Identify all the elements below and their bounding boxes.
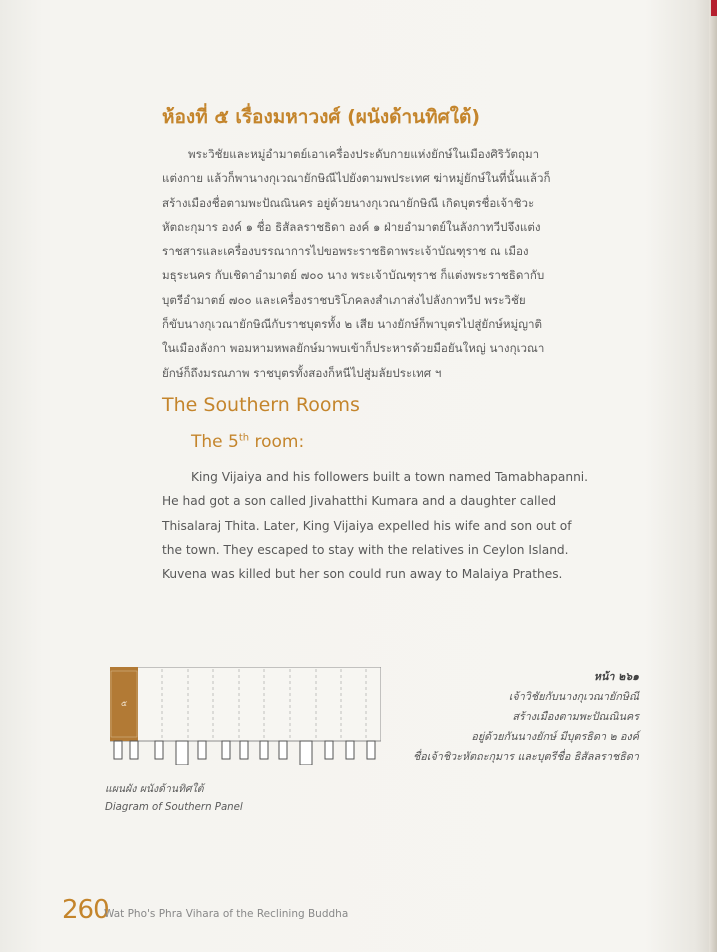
diagram-caption-thai: แผนผัง ผนังด้านทิศใต้ [105,783,204,795]
window [155,741,163,759]
thai-line: มธุระนคร กับเชิดาอำมาตย์ ๗๐๐ นาง พระเจ้าบัณฑุราช ก็แต่งพระราชธิดากับ [162,268,545,283]
diagram-caption-english: Diagram of Southern Panel [105,802,243,813]
window [240,741,248,759]
window [325,741,333,759]
footer-page-number: 260 [62,895,109,925]
subheading-superscript: th [238,432,250,444]
window [260,741,268,759]
english-line: the town. They escaped to stay with the relatives in Ceylon Island. [162,542,569,557]
window [346,741,354,759]
thai-paragraph [162,142,551,385]
thai-line: พระวิชัยและหมู่อำมาตย์เอาเครื่องประดับกายแห่งยักษ์ในเมืองศิริวัตถุมา [188,147,540,161]
panel-frame [110,667,381,741]
english-subheading [191,432,304,452]
highlight-label: ๕ [120,699,128,708]
window [367,741,375,759]
windows-and-doors [114,741,375,765]
thai-section-title: ห้องที่ ๕ เรื่องมหาวงศ์ (ผนังด้านทิศใต้) [162,106,481,128]
panel-diagram-svg [110,667,381,765]
window [114,741,122,759]
subheading-text: The 5 [191,432,239,452]
window [198,741,206,759]
window [279,741,287,759]
page-edge [709,0,717,952]
subheading-suffix: room: [249,432,305,452]
english-line: He had got a son called Jivahatthi Kumara and a daughter called [162,494,557,509]
door [300,741,312,765]
side-note [413,667,639,767]
note-line: สร้างเมืองตามพะปัณณินคร [512,710,639,723]
note-line: เจ้าวิชัยกับนางกุเวณายักษิณี [508,690,639,703]
note-line: อยู่ด้วยกันนางยักษ์ มีบุตรธิดา ๒ องค์ [471,730,639,743]
thai-line: ยักษ์ก็ถึงมรณภาพ ราชบุตรทั้งสองก็หนีไปสู่มลัยประเทศ ฯ [162,365,442,380]
thai-line: บุตรีอำมาตย์ ๗๐๐ และเครื่องราชบริโภคลงสำเภาส่งไปลังกาทวีป พระวิชัย [162,292,526,307]
thai-line: ก็ขับนางกุเวณายักษิณีกับราชบุตรทั้ง ๒ เสีย นางยักษ์ก็พาบุตรไปสู่ยักษ์หมู่ญาติ [162,317,543,332]
note-page-ref: หน้า ๒๖๑ [593,670,639,683]
english-paragraph [162,465,589,586]
footer-book-title: Wat Pho's Phra Vihara of the Reclining Buddha [104,908,349,920]
door [176,741,188,765]
thai-line: แต่งกาย แล้วก็พานางกุเวณายักษิณีไปยังตามพประเทศ ฆ่าหมู่ยักษ์ในที่นั้นแล้วก็ [162,171,551,186]
thai-line: หัตถะกุมาร องค์ ๑ ชื่อ ธิสัลลราชธิดา องค์ ๑ ฝ่ายอำมาตย์ในลังกาทวีปจึงแต่ง [162,219,541,234]
english-line: Thisalaraj Thita. Later, King Vijaiya expelled his wife and son out of [162,518,572,533]
english-line: King Vijaiya and his followers built a town named Tamabhapanni. [191,470,589,484]
bookmark-tab [711,0,717,16]
english-line: Kuvena was killed but her son could run away to Malaiya Prathes. [162,567,563,582]
window [222,741,230,759]
thai-line: สร้างเมืองชื่อตามพะปัณณินคร อยู่ด้วยนางกุเวณายักษิณี เกิดบุตรชื่อเจ้าชิวะ [162,195,535,210]
thai-line: ราชสารและเครื่องบรรณาการไปขอพระราชธิดาพระเจ้าบัณฑุราช ณ เมือง [162,244,529,259]
thai-line: ในเมืองลังกา พอมหามหพลยักษ์มาพบเข้าก็ประหารด้วยมือยันใหญ่ นางกุเวณา [162,341,545,356]
note-line: ชื่อเจ้าชิวะหัตถะกุมาร และบุตรีชื่อ ธิสัลลราชธิดา [412,750,639,763]
window [130,741,138,759]
southern-panel-diagram [110,667,381,765]
english-heading: The Southern Rooms [162,394,360,416]
